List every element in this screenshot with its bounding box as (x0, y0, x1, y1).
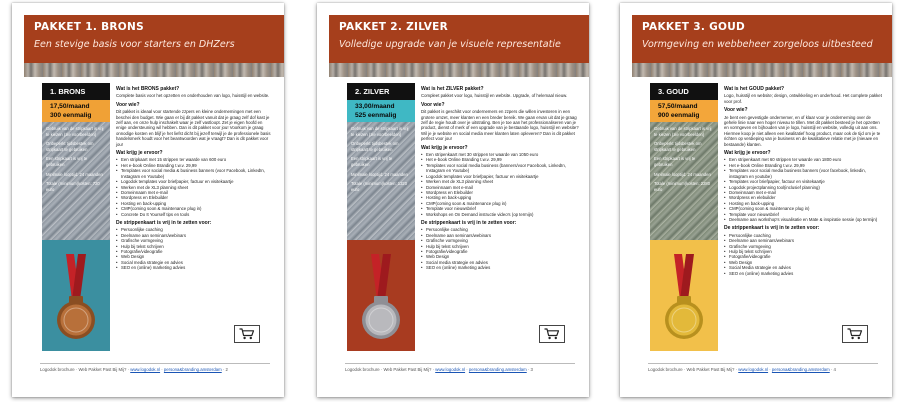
side-note: Gebruik van de stripkaart is vrij te kiezen (zie voorbeelden) (351, 126, 409, 137)
list-item: • Web Design (116, 254, 274, 259)
price-block (650, 100, 718, 122)
list-item: • Deelname aan seminars/webinars (116, 233, 274, 238)
list-item: • Hulp bij tekst schrijven (421, 244, 579, 249)
list-item: • Domeinnaam met e-mail (116, 190, 274, 195)
list-item: • SEO en (online) marketing advies (421, 265, 579, 270)
list-item: • Social Media strategie en advies (724, 265, 882, 270)
list-item: • Hosting en back-upping (116, 201, 274, 206)
page-banner (329, 15, 589, 63)
paragraph: Dit pakket is geschikt voor ondernemers en zzpers die willen investeren in een grotere omzet, meer klanten en een breder bereik. We gaan ervan uit dat je graag zelf de regie houdt over je uitstraling. Ben je toe aan het professionaliseren van je product, dienst of merk of een upgrade van je bestaande logo, huisstijl en website? Wil je je website en social media meer klanten laten opleveren? Dan is dit pakket perfect voor jou! (421, 109, 579, 142)
side-notes (347, 122, 415, 240)
side-note: Gebruik van de stripkaart is vrij te kiezen (zie voorbeelden) (46, 126, 104, 137)
section-heading: Voor wie? (421, 101, 445, 108)
brochure-page (12, 3, 284, 397)
price-month: 57,50/maand (658, 103, 698, 110)
brochure-page (317, 3, 589, 397)
list-item: • Template voor nieuwsbrief (724, 212, 882, 217)
list-item: • Wordpress en Elebuilder (116, 195, 274, 200)
medal-icon (56, 254, 96, 340)
side-notes (42, 122, 110, 240)
package-name: 1. BRONS (42, 83, 110, 100)
price-block (42, 100, 110, 122)
side-note: Een stripkaart is vrij te gebruiken (654, 156, 696, 167)
footer-text: Logodok brochure · Web Pakket Past Bij Mij? · (345, 367, 435, 372)
paragraph: Complete basis voor het opzetten en onderhouden van logo, huisstijl en website. (116, 93, 270, 99)
paragraph: Logo, huisstijl en website; design, ontwikkeling en onderhoud. Het complete pakket voor prof. (724, 93, 882, 104)
side-note: Minimale looptijd: 24 maanden (46, 171, 103, 177)
package-sidebar (42, 83, 110, 351)
section-heading: Wat is het BRONS pakket? (116, 86, 180, 92)
side-note: Minimale looptijd: 24 maanden (351, 171, 408, 177)
price-once: 525 eenmalig (355, 112, 397, 119)
list-item: • Domeinnaam met e-mail (421, 185, 579, 190)
strip-list (116, 227, 274, 270)
shopping-cart-icon (239, 328, 255, 340)
page-footer: Logodok brochure · Web Pakket Past Bij Mij? · www.logodok.nl · persona&branding.amsterdam · 3 (345, 363, 575, 372)
shopping-cart-icon (544, 328, 560, 340)
page-subtitle: Een stevige basis voor starters en DHZers (34, 39, 235, 50)
medal-icon (664, 254, 704, 340)
price-block (347, 100, 415, 122)
texture-stripe (24, 63, 284, 77)
list-item: • Een stripkaart met 15 strippen ter waarde van 600 euro (116, 157, 274, 162)
page-number: 2 (225, 367, 228, 372)
footer-text: Logodok brochure · Web Pakket Past Bij Mij? · (648, 367, 738, 372)
package-name: 3. GOUD (650, 83, 718, 100)
list-item: • Templates voor social media business banners (voor facebook, linkedin, instagram en youtube) (724, 168, 882, 179)
side-note: Totale (minimum)kosten: 1320 euro (351, 181, 408, 192)
page-footer: Logodok brochure · Web Pakket Past Bij Mij? · www.logodok.nl · persona&branding.amsterdam · 4 (648, 363, 878, 372)
page-subtitle: Vormgeving en webbeheer zorgeloos uitbesteed (642, 39, 873, 50)
package-content (724, 83, 882, 276)
list-item: • Wordpress en elebuilder (724, 195, 882, 200)
footer-link-brand[interactable]: persona&branding.amsterdam (771, 367, 830, 372)
footer-link-site[interactable]: www.logodok.nl (738, 367, 769, 372)
list-item: • CMP(coming soon & maintenance plug in) (116, 206, 274, 211)
list-item: • Fotografie/videografie (421, 249, 579, 254)
strip-list (421, 227, 579, 270)
side-note: Onbeperkt tijdsbestek om stripkaart te gebruiken (46, 141, 94, 152)
texture-stripe (329, 63, 589, 77)
side-note: Totale (minimum)kosten: 720 euro (46, 181, 100, 192)
shopping-cart-button[interactable] (234, 325, 260, 343)
list-item: • Logodok templates voor briefpapier, factuur en visitekaartje (421, 174, 579, 179)
price-once: 900 eenmalig (658, 112, 700, 119)
side-note: Gebruik van de stripkaart is vrij te kiezen (zie voorbeelden) (654, 126, 712, 137)
package-name: 2. ZILVER (347, 83, 415, 100)
page-title: PAKKET 2. ZILVER (339, 21, 449, 33)
price-month: 17,50/maand (50, 103, 90, 110)
side-note: Totale (minimum)kosten: 2280 euro (654, 181, 711, 192)
list-item: • Het e-book Online Branding t.w.v. 29,99 (116, 163, 274, 168)
side-note: Minimale looptijd: 24 maanden (654, 171, 711, 177)
list-item: • Wordpress en Elebuilder (421, 190, 579, 195)
list-item: • Logodok projectplanning tool(inclusief planning) (724, 185, 882, 190)
feature-list (724, 157, 882, 222)
shopping-cart-button[interactable] (539, 325, 565, 343)
page-number: 3 (530, 367, 533, 372)
list-item: • Template voor nieuwsbrief (421, 206, 579, 211)
list-item: • Persoonlijke coaching (421, 227, 579, 232)
page-title: PAKKET 1. BRONS (34, 21, 144, 33)
package-sidebar (347, 83, 415, 351)
page-number: 4 (833, 367, 836, 372)
page-footer: Logodok brochure · Web Pakket Past Bij Mij? · www.logodok.nl · persona&branding.amsterdam · 2 (40, 363, 270, 372)
list-item: • Web Design (421, 254, 579, 259)
list-item: • Een stripenkaart met 60 strippen ter waarde van 1800 euro (724, 157, 882, 162)
medal-panel (42, 240, 110, 351)
page-banner (24, 15, 284, 63)
brochure-page (620, 3, 892, 397)
list-item: • Social media strategie en advies (421, 260, 579, 265)
list-item: • Templates voor social media business (banners/voor Facebook, LinkedIn, Instagram en Youtube) (421, 163, 579, 174)
list-item: • Grafische vormgeving (724, 244, 882, 249)
package-sidebar (650, 83, 718, 351)
footer-link-site[interactable]: www.logodok.nl (130, 367, 161, 372)
list-item: • Persoonlijke coaching (724, 233, 882, 238)
side-note: Onbeperkt tijdsbestek om stripkaart te gebruiken (654, 141, 702, 152)
list-item: • Fotografie/videografie (116, 249, 274, 254)
feature-list (421, 152, 579, 217)
footer-text: Logodok brochure · Web Pakket Past Bij Mij? · (40, 367, 130, 372)
list-item: • Deelname aan seminars/webinars (724, 238, 882, 243)
list-item: • SEO en (online) marketing advies (116, 265, 274, 270)
package-content (421, 83, 579, 271)
list-item: • SEO en (online) marketing advies (724, 271, 882, 276)
list-item: • Logodok templates voor briefpapier, factuur en visitekaartje (116, 179, 274, 184)
section-heading: Wat krijg je ervoor? (724, 150, 771, 157)
medal-icon (361, 254, 401, 340)
medal-panel (650, 240, 718, 351)
strip-list (724, 233, 882, 276)
page-subtitle: Volledige upgrade van je visuele representatie (339, 39, 561, 50)
list-item: • Hosting en back-upping (724, 201, 882, 206)
list-item: • Deelname aan seminars/webinars (421, 233, 579, 238)
list-item: • Hosting en back-upping (421, 195, 579, 200)
section-heading: De strippenkaart is vrij in te zetten voor: (421, 219, 517, 226)
list-item: • Hulp bij tekst schrijven (116, 244, 274, 249)
price-once: 300 eenmalig (50, 112, 92, 119)
paragraph: Compleet pakket voor logo, huisstijl en website. Upgrade, of helemaal nieuw. (421, 93, 568, 99)
section-heading: Wat is het GOUD pakket? (724, 86, 785, 92)
list-item: • Social media strategie en advies (116, 260, 274, 265)
price-month: 33,00/maand (355, 103, 395, 110)
texture-stripe (632, 63, 892, 77)
list-item: • Werken met de XL3 planning sheet (116, 185, 274, 190)
footer-link-brand[interactable]: persona&branding.amsterdam (468, 367, 527, 372)
section-heading: Wat is het ZILVER pakket? (421, 86, 484, 92)
list-item: • Grafische vormgeving (116, 238, 274, 243)
list-item: • Werken met de XL3 planning sheet (421, 179, 579, 184)
section-heading: Wat krijg je ervoor? (116, 150, 163, 157)
shopping-cart-button[interactable] (842, 325, 868, 343)
section-heading: Wat krijg je ervoor? (421, 144, 468, 151)
feature-list (116, 157, 274, 216)
list-item: • Het e-book Online Branding t.w.v. 29,99 (421, 157, 579, 162)
list-item: • Een stripenkaart met 30 strippen ter waarde van 1050 euro (421, 152, 579, 157)
side-note: Een stripkaart is vrij te gebruiken (46, 156, 88, 167)
section-heading: Voor wie? (116, 101, 140, 108)
list-item: • Deelname aan workshop's visualisatie en Mate & inspiratie sessie (op termijn) (724, 217, 882, 222)
list-item: • Het e-book Online Branding t.w.v. 29,99 (724, 163, 882, 168)
footer-link-brand[interactable]: persona&branding.amsterdam (163, 367, 222, 372)
list-item: • Persoonlijke coaching (116, 227, 274, 232)
page-title: PAKKET 3. GOUD (642, 21, 746, 33)
list-item: • Concrete Do It Yourself tips en tools (116, 212, 274, 217)
page-banner (632, 15, 892, 63)
medal-panel (347, 240, 415, 351)
list-item: • Hulp bij tekst schrijven (724, 249, 882, 254)
list-item: • CMP(coming soon & maintenance plug in) (724, 206, 882, 211)
list-item: • Templates voor social media & business banners (voor Facebook, LinkedIn, Instagram en Youtube) (116, 168, 274, 179)
list-item: • Workshops en On Demand instructie video's (op termijn) (421, 212, 579, 217)
list-item: • Grafische vormgeving (421, 238, 579, 243)
list-item: • Web Design (724, 260, 882, 265)
paragraph: Dit pakket is ideaal voor startende zzpers en kleine ondernemingen met een beschei den budget. Wie gaan er bij dit pakket vanuit dat je graag zelf dof kast je zelf aan, en onze hulp inschakelt waar je zelf vastloopt. Zet je eigen hoofd en enige ondersteuning wil hebben. Dan is dit pakket voor jou! Voorkom je graag onnodige kosten en blijf je het liefst dicht bij jezelf terwijl je de professionele basis handelsmerk houdt voor het beantwoorden wat je vraagt? Dan is dit pakket voor jou! (116, 109, 271, 147)
section-heading: De strippenkaart is vrij in te zetten voor: (724, 225, 820, 232)
list-item: • Domeinnaam met e-mail (724, 190, 882, 195)
side-note: Onbeperkt tijdsbestek om stripkaart te gebruiken (351, 141, 399, 152)
package-content (116, 83, 274, 271)
list-item: • Templates voor briefpapier, factuur en visitekaartje (724, 179, 882, 184)
section-heading: De strippenkaart is vrij in te zetten voor: (116, 219, 212, 226)
shopping-cart-icon (847, 328, 863, 340)
footer-link-site[interactable]: www.logodok.nl (435, 367, 466, 372)
list-item: • Fotografie/videografie (724, 254, 882, 259)
side-notes (650, 122, 718, 240)
side-note: Een stripkaart is vrij te gebruiken (351, 156, 393, 167)
section-heading: Voor wie? (724, 107, 748, 114)
list-item: • CMP(coming soon & maintenance plug in) (421, 201, 579, 206)
paragraph: Je bent een gevestigde ondernemer, en of klaar voor je onderneming over de gehele linie naar een hoger niveau te tillen. Met dit pakket besteed je het opzetten en vormgeven en bijhouden van je logo, huisstijl en website, volledig uit aan ons. Hiermee koop je niet alleen een kwalitatief hoog product, maar ook de tijd om je te richten op verdieping van je business en de kwalitatieve relatie met je (nieuwe en bestaande) klanten. (724, 114, 881, 147)
